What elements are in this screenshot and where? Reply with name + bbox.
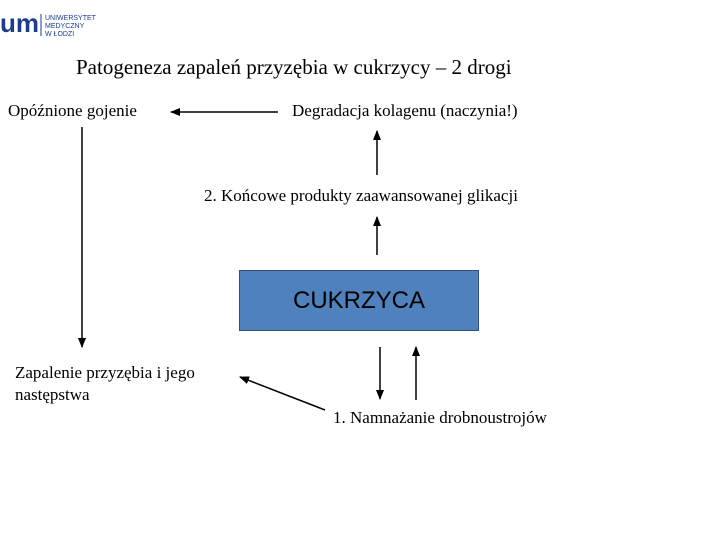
node-collagen-degradation: Degradacja kolagenu (naczynia!) xyxy=(292,101,518,120)
slide-title: Patogeneza zapaleń przyzębia w cukrzycy – 2 drogi xyxy=(76,55,512,79)
node-microbes: 1. Namnażanie drobnoustrojów xyxy=(333,408,547,427)
node-diabetes-label: CUKRZYCA xyxy=(292,286,425,314)
node-delayed-healing: Opóźnione gojenie xyxy=(8,101,137,120)
arrow-microbes-to-periodontitis xyxy=(240,377,325,410)
node-ages: 2. Końcowe produkty zaawansowanej glikacji xyxy=(204,186,518,205)
logo-mark: um xyxy=(0,8,39,38)
logo-text-2: MEDYCZNY xyxy=(45,23,85,30)
node-periodontitis-line2: następstwa xyxy=(15,385,90,404)
node-periodontitis-line1: Zapalenie przyzębia i jego xyxy=(15,363,195,382)
logo-text-1: UNIWERSYTET xyxy=(45,15,96,22)
logo-text-3: W ŁODZI xyxy=(45,31,75,38)
